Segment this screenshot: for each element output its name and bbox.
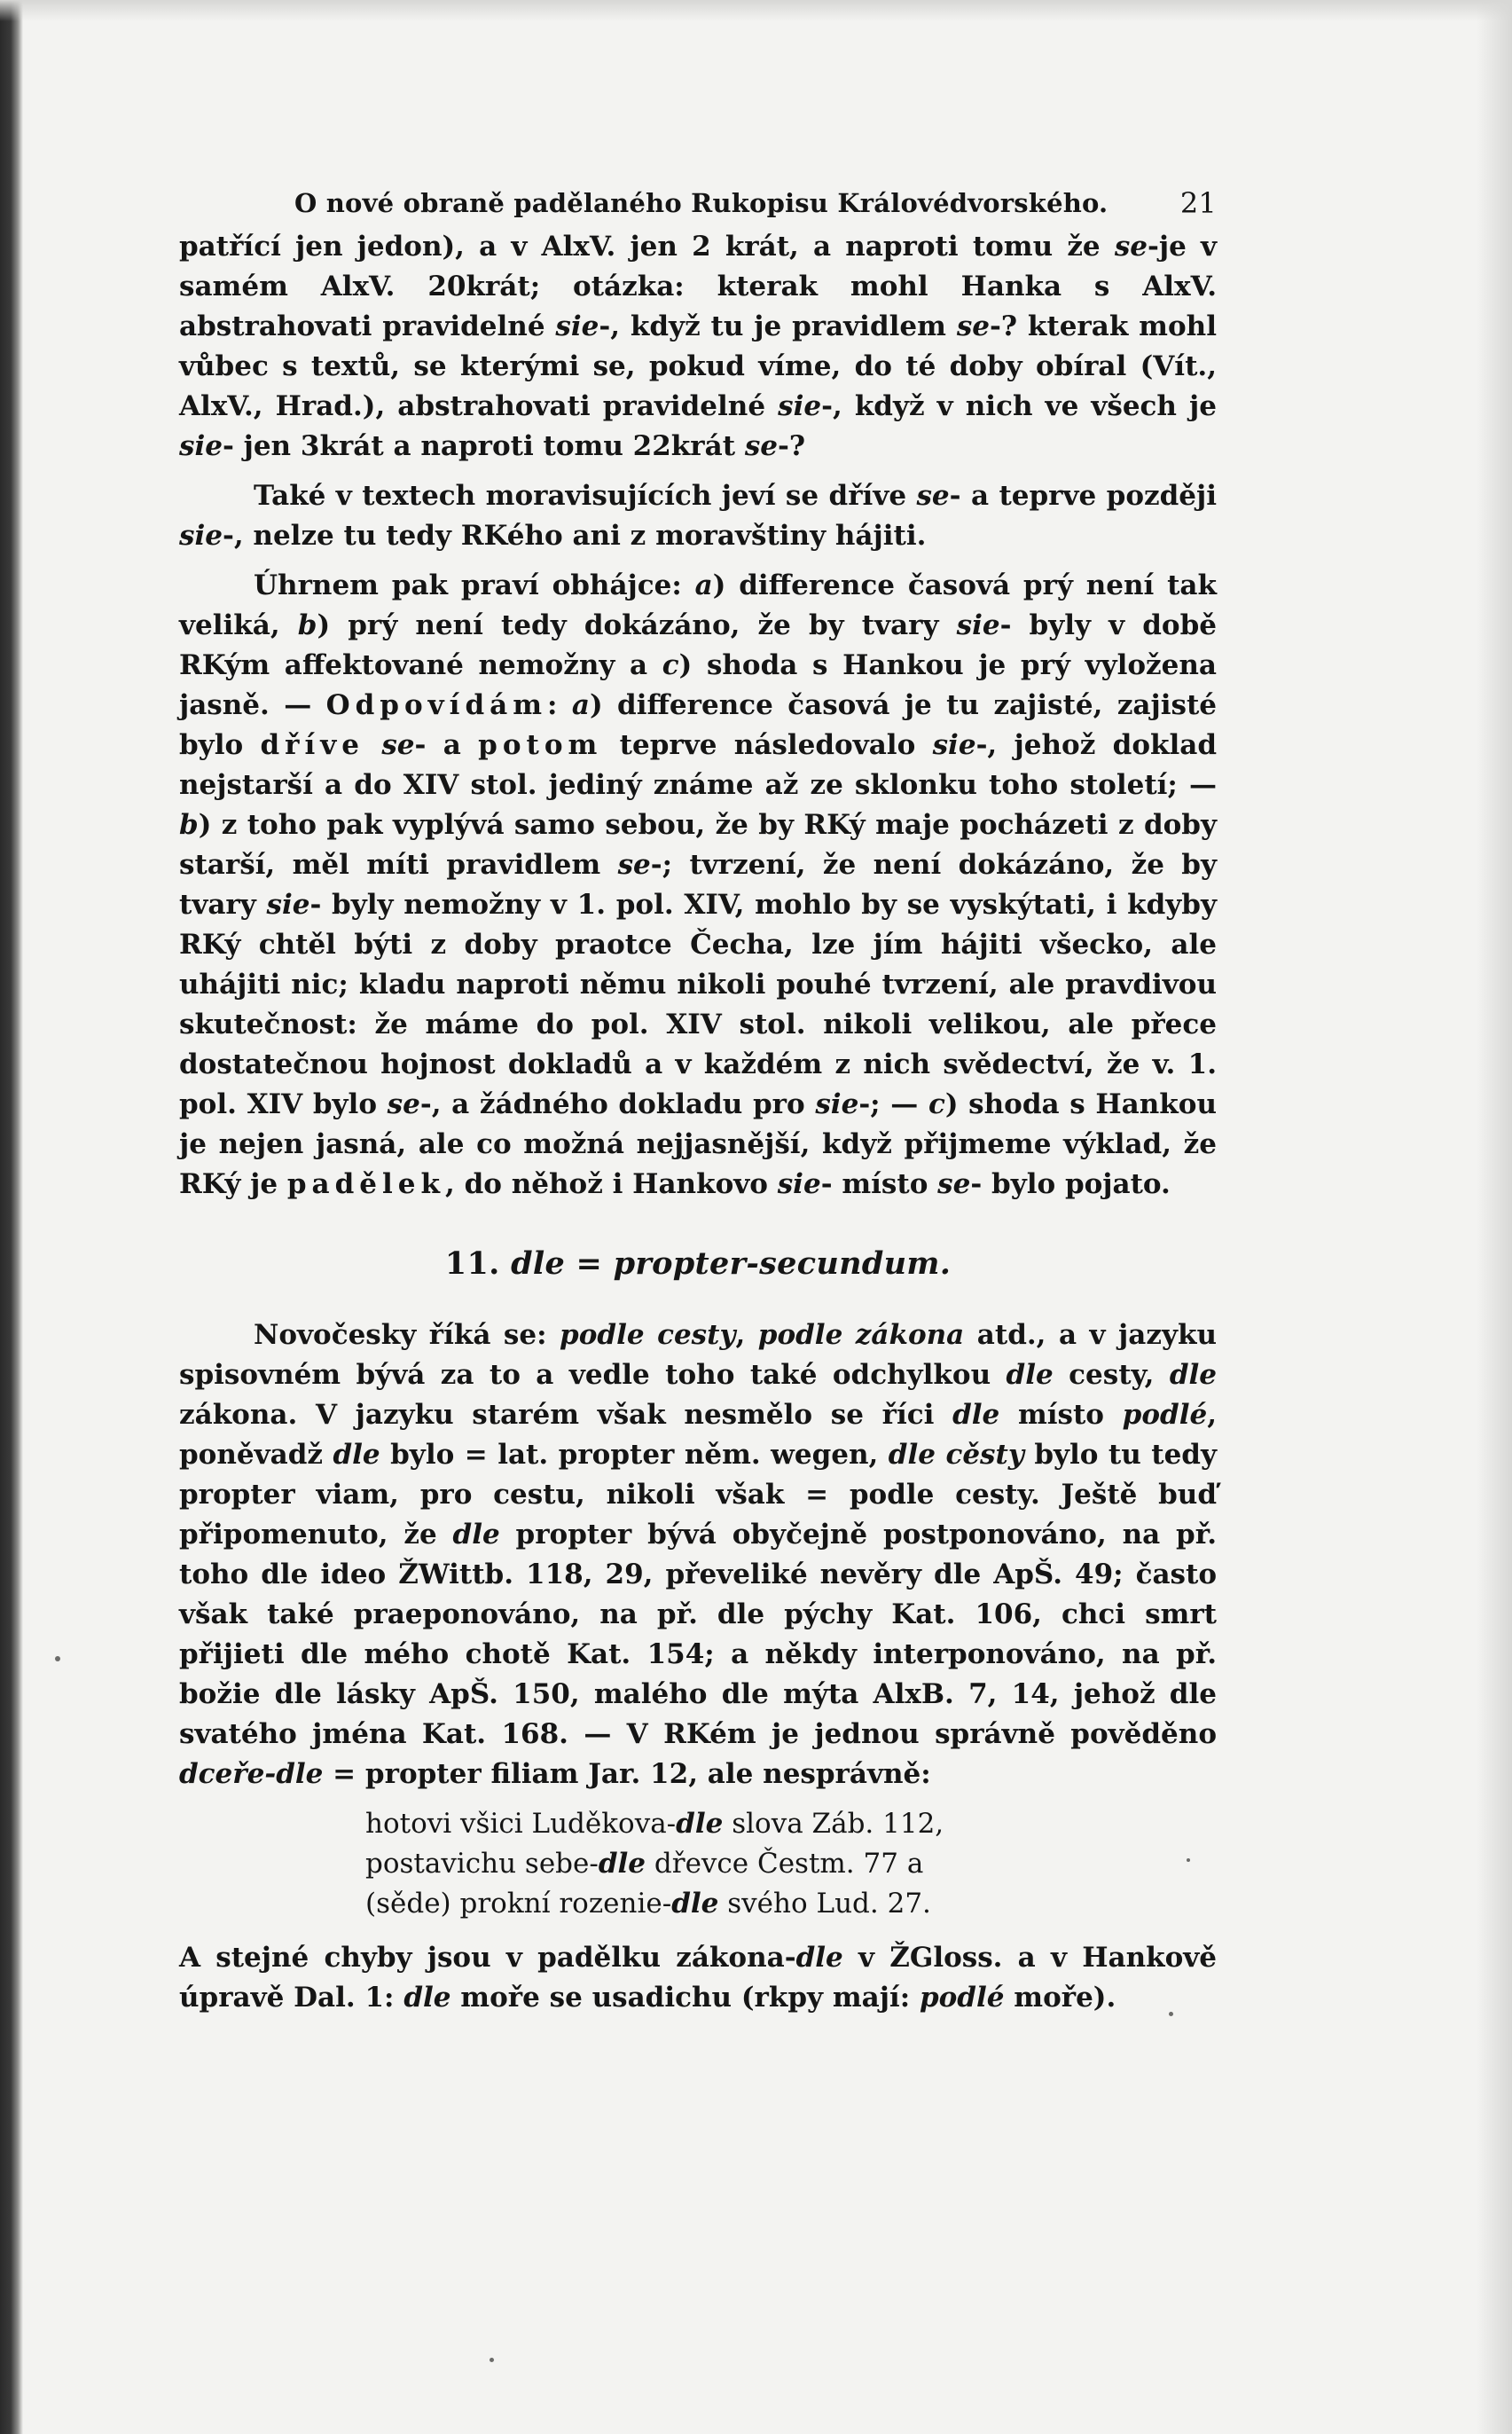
closing-paragraph: A stejné chyby jsou v padělku zákona-dle v ŽGloss. a v Hankově úpravě Dal. 1: dle moře se usadichu (rkpy mají: podlé moře). [179,1942,1217,2014]
verse-line-3: (sěde) prokní rozenie-dle svého Lud. 27. [365,1888,931,1920]
book-page [179,174,1217,2028]
section-title: dle = propter-secundum. [511,1245,952,1282]
paragraph-1: patřící jen jedon), a v AlxV. jen 2 krát, a naproti tomu že se-je v samém AlxV. 20krát; otázka: kterak mohl Hanka s AlxV. abstrahovati pravidelné sie-, když tu je pravidlem se-? kterak mohl vůbec s textů, se kterými se, pokud víme, do té doby obíral (Vít., AlxV., Hrad.), abstrahovati pravidelné sie-, když v nich ve všech je sie- jen 3krát a naproti tomu 22krát se-? [179,231,1217,462]
paragraph-3: Úhrnem pak praví obhájce: a) difference časová prý není tak veliká, b) prý není tedy dokázáno, že by tvary sie- byly v době RKým affektované nemožny a c) shoda s Hankou je prý vyložena jasně. — Odpovídám: a) difference časová je tu zajisté, zajisté bylo dříve se- a potom teprve následovalo sie-, jehož doklad nejstarší a do XIV stol. jediný známe až ze sklonku toho století; — b) z toho pak vyplývá samo sebou, že by RKý maje pocházeti z doby starší, měl míti pravidlem se-; tvrzení, že není dokázáno, že by tvary sie- byly nemožny v 1. pol. XIV, mohlo by se vyskýtati, i kdyby RKý chtěl býti z doby praotce Čecha, lze jím hájiti všecko, ale uhájiti nic; kladu naproti němu nikoli pouhé tvrzení, ale pravdivou skutečnost: že máme do pol. XIV stol. nikoli velikou, ale přece dostatečnou hojnost dokladů a v každém z nich svědectví, že v. 1. pol. XIV bylo se-, a žádného dokladu pro sie-; — c) shoda s Hankou je nejen jasná, ale co možná nejjasnější, když přijmeme výklad, že RKý je padělek, do něhož i Hankovo sie- místo se- bylo pojato. [179,569,1218,1200]
scan-top-edge [0,0,1512,21]
section-number: 11. [444,1245,500,1282]
verse-line-1: hotovi všici Luděkova-dle slova Záb. 112, [365,1808,944,1840]
body-text [179,227,1217,2018]
verse-quotation [365,1804,1217,1924]
scan-right-edge [1477,0,1512,2434]
verse-line-2: postavichu sebe-dle dřevce Čestm. 77 a [365,1848,924,1880]
running-head-title: O nové obraně padělaného Rukopisu Královédvorského. [294,188,1109,218]
running-head [179,174,1217,227]
scan-left-edge [0,0,23,2434]
section-paragraph: Novočesky říká se: podle cesty, podle zákona atd., a v jazyku spisovném bývá za to a vedle toho také odchylkou dle cesty, dle zákona. V jazyku starém však nesmělo se říci dle místo podlé, poněvadž dle bylo = lat. propter něm. wegen, dle cěsty bylo tu tedy propter viam, pro cestu, nikoli však = podle cesty. Ještě buď připomenuto, že dle propter bývá obyčejně postponováno, na př. toho dle ideo ŽWittb. 118, 29, převeliké nevěry dle ApŠ. 49; často však také praeponováno, na př. dle pýchy Kat. 106, chci smrt přijieti dle mého chotě Kat. 154; a někdy interponováno, na př. božie dle lásky ApŠ. 150, malého dle mýta AlxB. 7, 14, jehož dle svatého jména Kat. 168. — V RKém je jednou správně pověděno dceře-dle = propter filiam Jar. 12, ale nesprávně: [179,1319,1217,1790]
page-number: 21 [1179,186,1217,220]
paragraph-2: Také v textech moravisujících jeví se dříve se- a teprve později sie-, nelze tu tedy RKého ani z moravštiny hájiti. [179,480,1217,552]
section-heading [179,1244,1217,1284]
